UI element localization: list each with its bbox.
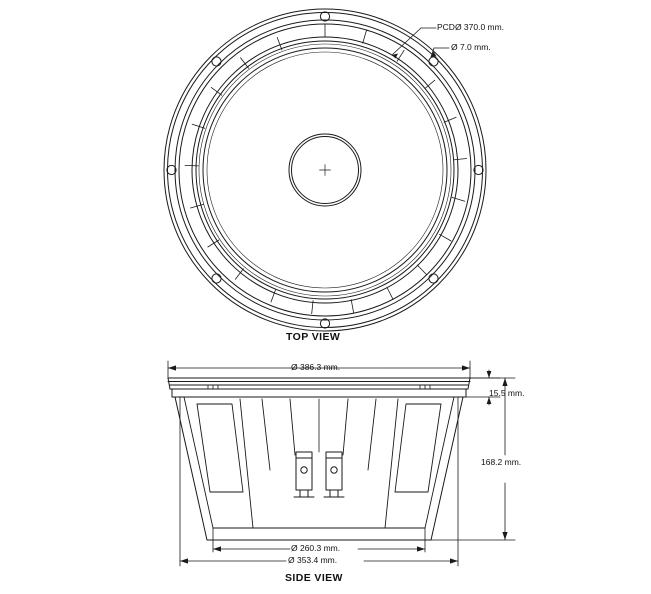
baffle-cutout-label: Ø 353.4 mm. <box>288 555 338 565</box>
side-view-group <box>168 361 515 566</box>
flange-thickness-label: 15.5 mm. <box>489 388 525 398</box>
bolt-circle-width-label: Ø 260.3 mm. <box>291 543 341 553</box>
hole-diameter-label: Ø 7.0 mm. <box>451 42 491 52</box>
top-view-group <box>164 9 486 331</box>
depth-label: 168.2 mm. <box>481 457 522 467</box>
frame-ribs <box>185 24 467 314</box>
top-view-label: TOP VIEW <box>286 331 341 343</box>
side-view-label: SIDE VIEW <box>285 572 343 584</box>
outer-diameter-label: Ø 386.3 mm. <box>291 362 341 372</box>
pcd-label: PCDØ 370.0 mm. <box>437 22 505 32</box>
